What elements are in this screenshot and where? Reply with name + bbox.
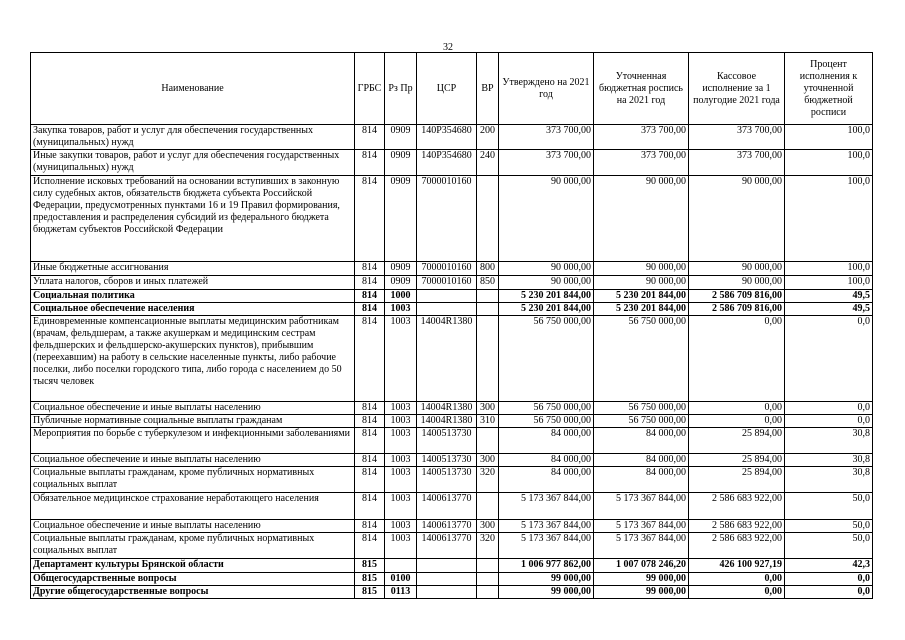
cell-name: Социальная политика [31,290,355,303]
cell-csr [417,586,477,599]
cell-rzpr: 1003 [385,428,417,454]
table-row [31,415,873,428]
cell-approved: 1 006 977 862,00 [499,559,594,573]
header-cash: Кассовое исполнение за 1 полугодие 2021 года [689,53,785,125]
cell-rzpr: 1003 [385,467,417,493]
cell-csr: 7000010160 [417,176,477,262]
table-row [31,520,873,533]
cell-rzpr: 0909 [385,125,417,150]
cell-refined: 84 000,00 [594,428,689,454]
cell-name: Обязательное медицинское страхование неработающего населения [31,493,355,520]
cell-csr [417,559,477,573]
cell-csr: 1400513730 [417,428,477,454]
cell-approved: 90 000,00 [499,262,594,276]
cell-rzpr: 1003 [385,402,417,415]
cell-percent: 100,0 [785,125,873,150]
table-row [31,493,873,520]
cell-name: Иные бюджетные ассигнования [31,262,355,276]
cell-vr: 320 [477,467,499,493]
cell-name: Социальное обеспечение населения [31,303,355,316]
header-csr: ЦСР [417,53,477,125]
cell-cash: 25 894,00 [689,454,785,467]
cell-rzpr: 1003 [385,303,417,316]
cell-cash: 2 586 709 816,00 [689,303,785,316]
header-refined: Уточненная бюджетная роспись на 2021 год [594,53,689,125]
cell-vr: 850 [477,276,499,290]
header-vr: ВР [477,53,499,125]
table-row [31,316,873,402]
cell-vr: 320 [477,533,499,559]
cell-vr [477,428,499,454]
cell-percent: 30,8 [785,467,873,493]
cell-name: Иные закупки товаров, работ и услуг для обеспечения государственных (муниципальных) нужд [31,150,355,176]
table-row [31,303,873,316]
cell-refined: 1 007 078 246,20 [594,559,689,573]
cell-cash: 373 700,00 [689,125,785,150]
cell-grbs: 814 [355,262,385,276]
table-row [31,150,873,176]
cell-vr [477,176,499,262]
cell-refined: 373 700,00 [594,150,689,176]
cell-csr: 140P354680 [417,125,477,150]
table-row [31,402,873,415]
cell-name: Департамент культуры Брянской области [31,559,355,573]
cell-approved: 56 750 000,00 [499,402,594,415]
cell-grbs: 814 [355,454,385,467]
cell-cash: 0,00 [689,402,785,415]
cell-rzpr: 1003 [385,520,417,533]
page-number: 32 [443,42,453,53]
cell-name: Общегосударственные вопросы [31,573,355,586]
cell-approved: 5 173 367 844,00 [499,493,594,520]
cell-grbs: 814 [355,303,385,316]
cell-refined: 5 230 201 844,00 [594,290,689,303]
cell-cash: 0,00 [689,415,785,428]
cell-csr: 14004R1380 [417,402,477,415]
cell-percent: 0,0 [785,316,873,402]
cell-grbs: 814 [355,520,385,533]
cell-approved: 84 000,00 [499,428,594,454]
cell-vr [477,290,499,303]
cell-approved: 5 230 201 844,00 [499,303,594,316]
cell-approved: 373 700,00 [499,125,594,150]
cell-grbs: 814 [355,316,385,402]
cell-cash: 2 586 683 922,00 [689,533,785,559]
cell-vr: 300 [477,454,499,467]
cell-name: Социальное обеспечение и иные выплаты населению [31,402,355,415]
cell-refined: 56 750 000,00 [594,402,689,415]
cell-csr: 7000010160 [417,262,477,276]
cell-cash: 2 586 683 922,00 [689,520,785,533]
cell-rzpr: 1003 [385,533,417,559]
cell-vr [477,559,499,573]
cell-grbs: 815 [355,559,385,573]
header-name: Наименование [31,53,355,125]
table-row [31,467,873,493]
cell-approved: 84 000,00 [499,454,594,467]
cell-percent: 100,0 [785,276,873,290]
cell-name: Другие общегосударственные вопросы [31,586,355,599]
cell-vr: 800 [477,262,499,276]
cell-rzpr: 0909 [385,150,417,176]
cell-vr: 240 [477,150,499,176]
header-grbs: ГРБС [355,53,385,125]
table-row [31,290,873,303]
cell-vr: 310 [477,415,499,428]
cell-cash: 426 100 927,19 [689,559,785,573]
cell-name: Исполнение исковых требований на основании вступивших в законную силу судебных актов, обязательств бюджета субъекта Российской Федерации, предусмотренных пунктами 16 и 19 Правил формирования, предоставления и распределения субсидий из федерального бюджета бюджетам субъектов Российской Федерации [31,176,355,262]
cell-csr [417,303,477,316]
cell-approved: 84 000,00 [499,467,594,493]
cell-grbs: 814 [355,276,385,290]
cell-csr: 1400513730 [417,467,477,493]
cell-rzpr: 1000 [385,290,417,303]
cell-refined: 5 230 201 844,00 [594,303,689,316]
cell-name: Социальное обеспечение и иные выплаты населению [31,520,355,533]
cell-percent: 50,0 [785,520,873,533]
cell-grbs: 814 [355,125,385,150]
cell-percent: 0,0 [785,586,873,599]
table-row [31,559,873,573]
header-percent: Процент исполнения к уточненной бюджетной росписи [785,53,873,125]
cell-grbs: 814 [355,176,385,262]
table-row [31,125,873,150]
cell-csr: 1400613770 [417,520,477,533]
cell-refined: 56 750 000,00 [594,316,689,402]
cell-rzpr: 0909 [385,176,417,262]
cell-csr [417,573,477,586]
cell-csr: 14004R1380 [417,316,477,402]
cell-refined: 5 173 367 844,00 [594,533,689,559]
cell-percent: 0,0 [785,573,873,586]
cell-grbs: 814 [355,415,385,428]
cell-csr: 1400513730 [417,454,477,467]
table-header-row [31,53,873,125]
cell-refined: 99 000,00 [594,573,689,586]
cell-approved: 90 000,00 [499,176,594,262]
cell-refined: 373 700,00 [594,125,689,150]
cell-rzpr: 0100 [385,573,417,586]
cell-grbs: 814 [355,428,385,454]
cell-vr: 300 [477,402,499,415]
cell-name: Уплата налогов, сборов и иных платежей [31,276,355,290]
cell-refined: 5 173 367 844,00 [594,493,689,520]
cell-cash: 0,00 [689,316,785,402]
cell-csr: 7000010160 [417,276,477,290]
cell-cash: 373 700,00 [689,150,785,176]
cell-grbs: 814 [355,150,385,176]
cell-approved: 5 173 367 844,00 [499,533,594,559]
cell-name: Единовременные компенсационные выплаты медицинским работникам (врачам, фельдшерам, а также акушеркам и медицинским сестрам фельдшерских и фельдшерско-акушерских пунктов), прибывшим (переехавшим) на работу в сельские населенные пункты, либо рабочие поселки, либо поселки городского типа, либо города с населением до 50 тысяч человек [31,316,355,402]
cell-cash: 90 000,00 [689,276,785,290]
cell-percent: 30,8 [785,454,873,467]
cell-vr: 200 [477,125,499,150]
budget-execution-table [30,52,873,599]
cell-rzpr: 1003 [385,454,417,467]
cell-name: Мероприятия по борьбе с туберкулезом и инфекционными заболеваниями [31,428,355,454]
cell-rzpr [385,559,417,573]
cell-percent: 100,0 [785,150,873,176]
cell-vr [477,573,499,586]
table-row [31,262,873,276]
cell-name: Социальные выплаты гражданам, кроме публичных нормативных социальных выплат [31,533,355,559]
cell-vr [477,316,499,402]
cell-csr: 1400613770 [417,533,477,559]
cell-grbs: 814 [355,402,385,415]
cell-refined: 90 000,00 [594,276,689,290]
cell-name: Социальные выплаты гражданам, кроме публичных нормативных социальных выплат [31,467,355,493]
cell-vr [477,493,499,520]
cell-refined: 84 000,00 [594,454,689,467]
table-row [31,454,873,467]
cell-cash: 25 894,00 [689,428,785,454]
cell-rzpr: 0909 [385,262,417,276]
cell-grbs: 815 [355,573,385,586]
cell-approved: 99 000,00 [499,586,594,599]
cell-percent: 0,0 [785,415,873,428]
cell-percent: 42,3 [785,559,873,573]
cell-percent: 49,5 [785,290,873,303]
cell-approved: 56 750 000,00 [499,415,594,428]
cell-grbs: 814 [355,493,385,520]
cell-rzpr: 0909 [385,276,417,290]
header-rzpr: Рз Пр [385,53,417,125]
cell-csr: 140P354680 [417,150,477,176]
cell-grbs: 814 [355,290,385,303]
cell-refined: 5 173 367 844,00 [594,520,689,533]
cell-cash: 90 000,00 [689,262,785,276]
cell-rzpr: 0113 [385,586,417,599]
cell-cash: 2 586 683 922,00 [689,493,785,520]
header-approved: Утверждено на 2021 год [499,53,594,125]
cell-name: Социальное обеспечение и иные выплаты населению [31,454,355,467]
cell-approved: 56 750 000,00 [499,316,594,402]
cell-csr [417,290,477,303]
cell-percent: 50,0 [785,533,873,559]
table-row [31,276,873,290]
cell-rzpr: 1003 [385,316,417,402]
cell-vr: 300 [477,520,499,533]
table-row [31,586,873,599]
cell-cash: 0,00 [689,573,785,586]
cell-percent: 30,8 [785,428,873,454]
cell-name: Закупка товаров, работ и услуг для обеспечения государственных (муниципальных) нужд [31,125,355,150]
cell-name: Публичные нормативные социальные выплаты гражданам [31,415,355,428]
cell-approved: 99 000,00 [499,573,594,586]
cell-grbs: 815 [355,586,385,599]
cell-approved: 373 700,00 [499,150,594,176]
cell-grbs: 814 [355,533,385,559]
cell-percent: 100,0 [785,262,873,276]
cell-percent: 100,0 [785,176,873,262]
cell-percent: 50,0 [785,493,873,520]
cell-refined: 56 750 000,00 [594,415,689,428]
table-row [31,176,873,262]
cell-percent: 0,0 [785,402,873,415]
table-row [31,533,873,559]
cell-refined: 99 000,00 [594,586,689,599]
cell-cash: 25 894,00 [689,467,785,493]
cell-cash: 2 586 709 816,00 [689,290,785,303]
cell-vr [477,586,499,599]
table-row [31,428,873,454]
cell-cash: 90 000,00 [689,176,785,262]
cell-approved: 5 173 367 844,00 [499,520,594,533]
cell-grbs: 814 [355,467,385,493]
cell-cash: 0,00 [689,586,785,599]
cell-rzpr: 1003 [385,493,417,520]
cell-approved: 5 230 201 844,00 [499,290,594,303]
cell-vr [477,303,499,316]
cell-csr: 1400613770 [417,493,477,520]
cell-refined: 90 000,00 [594,262,689,276]
table-row [31,573,873,586]
cell-csr: 14004R1380 [417,415,477,428]
cell-rzpr: 1003 [385,415,417,428]
cell-refined: 90 000,00 [594,176,689,262]
cell-refined: 84 000,00 [594,467,689,493]
cell-percent: 49,5 [785,303,873,316]
cell-approved: 90 000,00 [499,276,594,290]
